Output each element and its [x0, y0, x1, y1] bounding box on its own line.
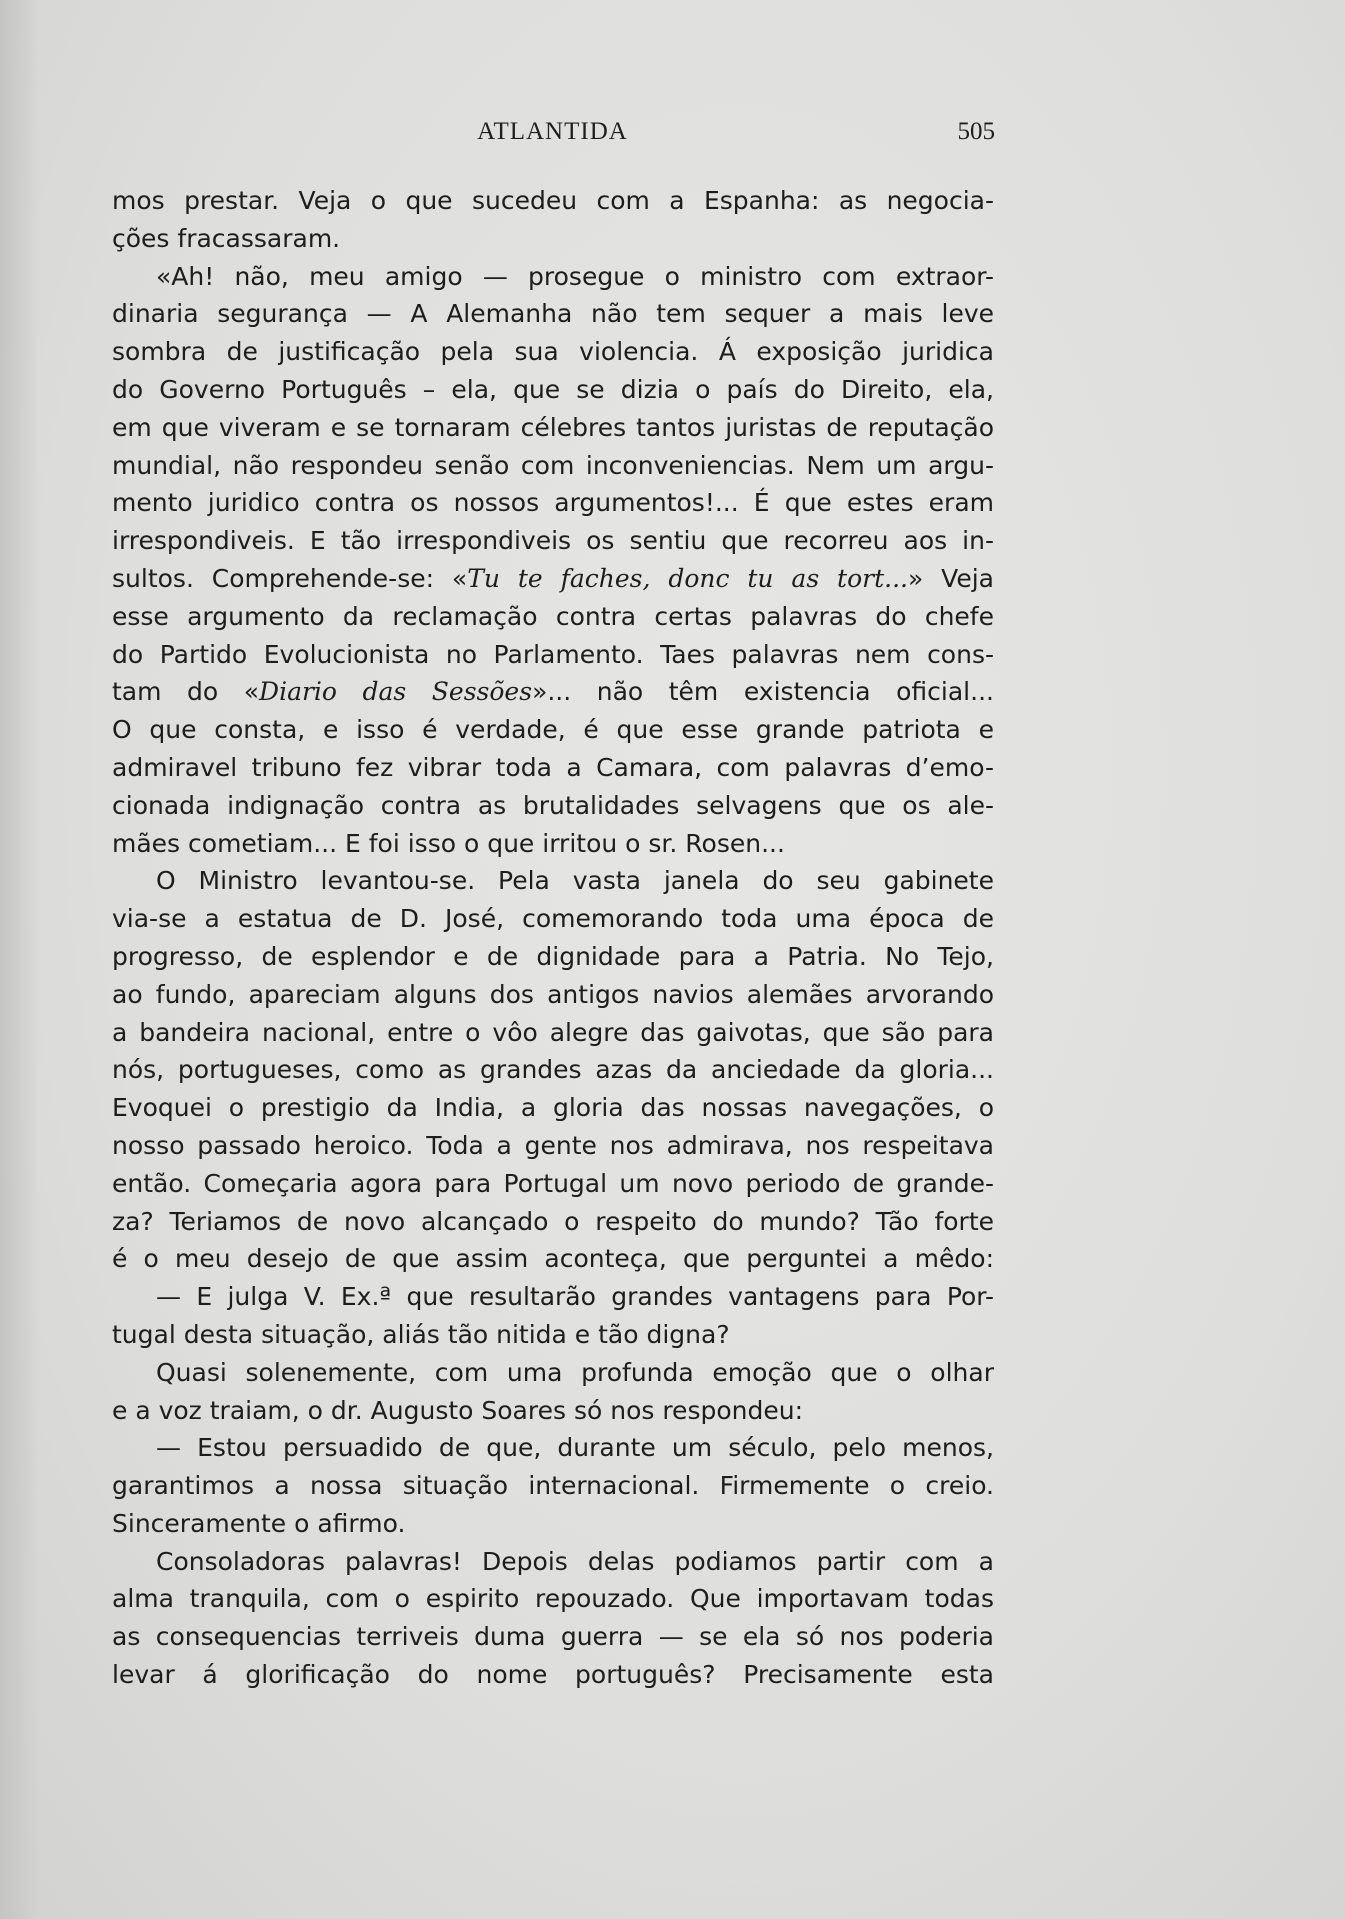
text-line-7: em que viveram e se tornaram célebres tantos juristas de reputação — [112, 412, 994, 442]
text-line-17: cionada indignação contra as brutalidades selvagens que os ale- — [112, 790, 994, 820]
text-line-27: então. Começaria agora para Portugal um novo periodo de grande- — [112, 1168, 994, 1198]
text-line-29: é o meu desejo de que assim aconteça, que perguntei a mêdo: — [112, 1244, 994, 1274]
text-line-1: mos prestar. Veja o que sucedeu com a Espanha: as negocia- — [112, 186, 994, 215]
text-line-39: as consequencias terriveis duma guerra — se ela só nos poderia — [112, 1622, 994, 1652]
text-line-32: Quasi solenemente, com uma profunda emoção que o olhar — [156, 1357, 994, 1387]
text-body — [112, 182, 994, 1694]
text-line-14-pre: tam do « — [112, 677, 260, 707]
text-line-20: via-se a estatua de D. José, comemorando toda uma época de — [112, 904, 994, 934]
text-line-15: O que consta, e isso é verdade, é que esse grande patriota e — [112, 715, 994, 745]
text-line-28: za? Teriamos de novo alcançado o respeito do mundo? Tão forte — [112, 1206, 994, 1236]
text-line-9: mento juridico contra os nossos argumentos!... É que estes eram — [112, 488, 994, 518]
text-line-5: sombra de justificação pela sua violencia. Á exposição juridica — [112, 337, 994, 367]
text-line-8: mundial, não respondeu senão com inconveniencias. Nem um argu- — [112, 450, 994, 480]
text-line-10: irrespondiveis. E tão irrespondiveis os sentiu que recorreu aos in- — [112, 526, 994, 556]
text-line-2: ções fracassaram. — [112, 223, 341, 253]
text-line-11 — [112, 560, 994, 598]
text-line-26: nosso passado heroico. Toda a gente nos admirava, nos respeitava — [112, 1130, 994, 1160]
text-line-33: e a voz traiam, o dr. Augusto Soares só nos respondeu: — [112, 1395, 803, 1425]
text-line-14-post: »... não têm existencia oficial... — [532, 677, 994, 707]
text-line-35: garantimos a nossa situação internacional. Firmemente o creio. — [112, 1471, 994, 1501]
text-line-18: mães cometiam... E foi isso o que irritou o sr. Rosen... — [112, 828, 785, 858]
text-line-36: Sinceramente o afirmo. — [112, 1508, 406, 1538]
page-number: 505 — [957, 118, 995, 145]
text-line-16: admiravel tribuno fez vibrar toda a Camara, com palavras d’emo- — [112, 752, 994, 782]
text-line-25: Evoquei o prestigio da India, a gloria das nossas navegações, o — [112, 1093, 994, 1123]
text-line-12: esse argumento da reclamação contra certas palavras do chefe — [112, 601, 994, 631]
page-header — [110, 118, 995, 158]
text-line-11-pre: sultos. Comprehende-se: « — [112, 563, 468, 593]
text-line-22: ao fundo, apareciam alguns dos antigos navios alemães arvorando — [112, 979, 994, 1009]
text-line-30: — E julga V. Ex.ª que resultarão grandes vantagens para Por- — [156, 1282, 994, 1312]
text-line-3: «Ah! não, meu amigo — prosegue o ministro com extraor- — [156, 261, 994, 291]
text-line-31: tugal desta situação, aliás tão nitida e tão digna? — [112, 1319, 730, 1349]
text-line-40: levar á glorificação do nome português? Precisamente esta — [112, 1660, 994, 1690]
text-line-14 — [112, 673, 994, 711]
text-line-38: alma tranquila, com o espirito repouzado. Que importavam todas — [112, 1584, 994, 1614]
text-line-11-post: » Veja — [908, 563, 994, 593]
text-line-4: dinaria segurança — A Alemanha não tem sequer a mais leve — [112, 299, 994, 329]
diario-italic: Diario das Sessões — [259, 677, 533, 707]
text-line-34: — Estou persuadido de que, durante um século, pelo menos, — [156, 1433, 994, 1463]
text-line-23: a bandeira nacional, entre o vôo alegre das gaivotas, que são para — [112, 1017, 994, 1047]
page-spine-shadow — [0, 0, 40, 1919]
text-line-24: nós, portugueses, como as grandes azas da anciedade da gloria... — [112, 1055, 994, 1085]
text-line-21: progresso, de esplendor e de dignidade para a Patria. No Tejo, — [112, 941, 994, 971]
running-title: ATLANTIDA — [477, 118, 628, 145]
text-line-13: do Partido Evolucionista no Parlamento. Taes palavras nem cons- — [112, 639, 994, 669]
text-line-37: Consoladoras palavras! Depois delas podiamos partir com a — [156, 1546, 994, 1576]
text-line-19: O Ministro levantou-se. Pela vasta janela do seu gabinete — [156, 866, 994, 896]
quote-italic: Tu te faches, donc tu as tort... — [467, 563, 908, 593]
text-line-6: do Governo Português – ela, que se dizia o país do Direito, ela, — [112, 374, 994, 404]
